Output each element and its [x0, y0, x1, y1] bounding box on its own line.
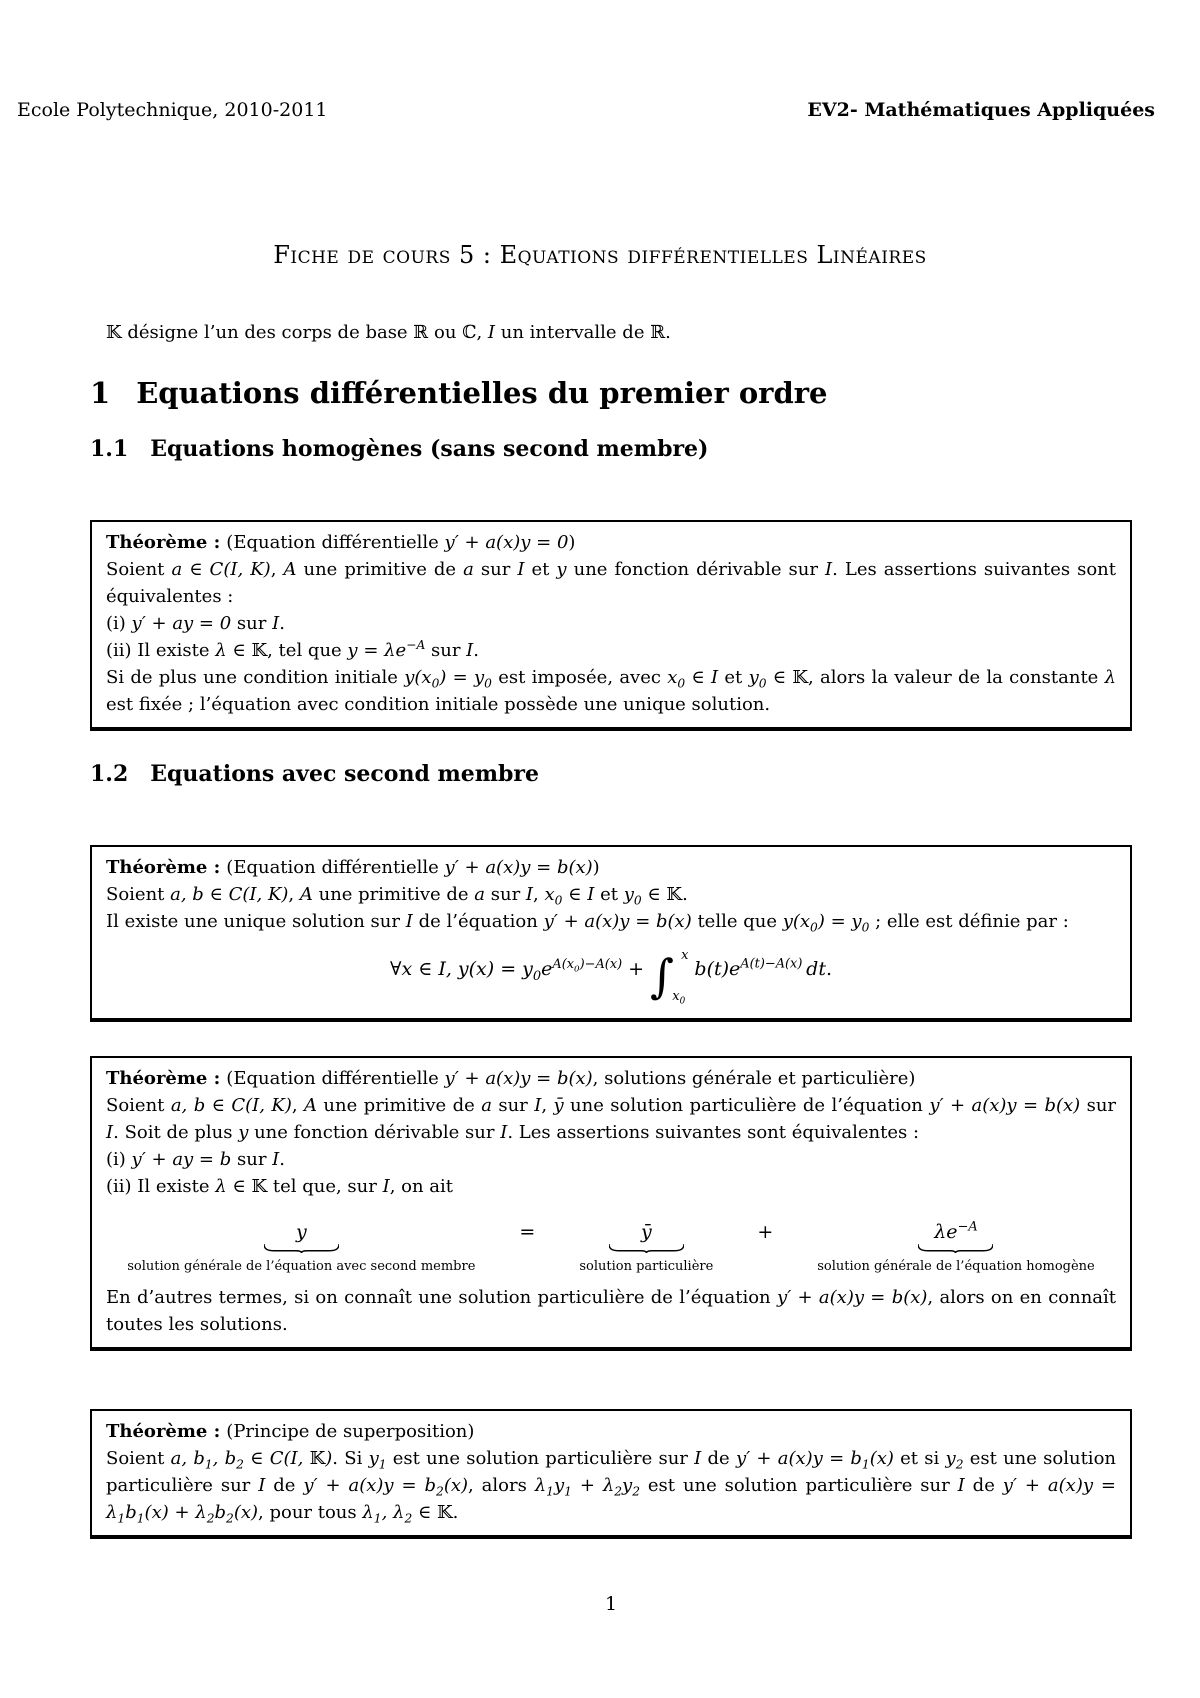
theorem-heading: [106, 854, 1116, 881]
theorem-label: Théorème :: [106, 532, 221, 553]
term-label: solution générale de l’équation avec second membre: [127, 1259, 476, 1274]
plus-operator: +: [757, 1221, 774, 1243]
theorem-heading: [106, 529, 1116, 556]
braced-expression: [609, 1220, 684, 1253]
subsection-number: 1.1: [90, 436, 129, 462]
term-expression: $\lambda e^{-A}$: [934, 1219, 978, 1243]
theorem-paragraph: Si de plus une condition initiale $y(x_0) = y_0$ est imposée, avec $x_0$ ∈ I et $y_0$ ∈ 𝕂, alors la valeur de la constante λ est fixée ; l’équation avec condition initiale possède une unique solution.: [106, 667, 1117, 715]
theorem-item-i: (i) y′ + ay = b sur I.: [106, 1149, 286, 1170]
integral: [650, 948, 693, 1007]
subsection-1-1-heading: [90, 436, 1132, 462]
theorem-paragraph: En d’autres termes, si on connaît une solution particulière de l’équation y′ + a(x)y = b(x), alors on en connaît toutes les solutions.: [106, 1287, 1117, 1335]
integral-limits: [672, 948, 689, 1007]
underbrace-icon: [918, 1244, 993, 1253]
underbrace-icon: [609, 1244, 684, 1253]
theorem-box-superposition: [90, 1409, 1132, 1539]
theorem-heading: [106, 1418, 1116, 1445]
theorem-paragraph: Soient a, $b_1$, $b_2$ ∈ C(I, 𝕂). Si $y_1$ est une solution particulière sur I de $y' + a(x)y = b_1(x)$ et si $y_2$ est une solution particulière sur I de $y' + a(x)y = b_2(x)$, alors $\lambda_1y_1 + \lambda_2y_2$ est une solution particulière sur I de $y' + a(x)y = \lambda_1b_1(x) + \lambda_2b_2(x)$, pour tous $\lambda_1$, $\lambda_2$ ∈ 𝕂.: [106, 1448, 1117, 1526]
theorem-subject: (Principe de superposition): [226, 1421, 475, 1442]
underbrace-equation: [106, 1220, 1116, 1274]
theorem-item-ii: (ii) Il existe λ ∈ 𝕂, tel que $y = \lambda e^{-A}$ sur I.: [106, 638, 480, 661]
theorem-subject: (Equation différentielle y′ + a(x)y = b(x), solutions générale et particulière): [226, 1068, 916, 1089]
theorem-label: Théorème :: [106, 1421, 221, 1442]
term-expression: ȳ: [640, 1221, 652, 1243]
header-course: EV2- Mathématiques Appliquées: [807, 99, 1155, 121]
general-solution-term: [127, 1220, 475, 1274]
particular-solution-term: [579, 1220, 713, 1274]
theorem-paragraph: Il existe une unique solution sur I de l’équation y′ + a(x)y = b(x) telle que $y(x_0) = y_0$ ; elle est définie par :: [106, 911, 1069, 935]
subsection-title: Equations homogènes (sans second membre): [150, 436, 709, 462]
term-expression: y: [295, 1221, 307, 1243]
theorem-heading: [106, 1065, 1116, 1092]
page-number: 1: [604, 1593, 618, 1615]
theorem-label: Théorème :: [106, 857, 221, 878]
homogeneous-solution-term: [817, 1220, 1095, 1274]
subsection-number: 1.2: [90, 761, 129, 787]
braced-expression: [918, 1220, 993, 1253]
page-header: [0, 0, 1200, 124]
theorem-paragraph: Soient a ∈ C(I, K), A une primitive de a sur I et y une fonction dérivable sur I. Les assertions suivantes sont équivalentes :: [106, 559, 1117, 607]
term-label: solution générale de l’équation homogène: [817, 1259, 1095, 1274]
integral-sign: ∫: [650, 949, 675, 1003]
term-label: solution particulière: [579, 1259, 714, 1274]
section-number: 1: [90, 376, 111, 410]
subsection-title: Equations avec second membre: [150, 761, 540, 787]
formula-right-part: $b(t)e^{A(t)-A(x)}$ dt.: [694, 956, 832, 980]
integral-lower-limit: $x_0$: [672, 989, 686, 1007]
formula-left-part: ∀x ∈ I, $y(x) = y_0e^{A(x_0)-A(x)}$ +: [390, 956, 645, 984]
theorem-label: Théorème :: [106, 1068, 221, 1089]
section-title: Equations différentielles du premier ordre: [136, 376, 828, 410]
equals-operator: =: [519, 1221, 536, 1243]
theorem-box-general-particular: [90, 1056, 1132, 1351]
integral-upper-limit: x: [681, 948, 689, 963]
braced-expression: [264, 1220, 339, 1253]
theorem-subject: (Equation différentielle y′ + a(x)y = 0): [226, 532, 576, 553]
document-title: Fiche de cours 5 : Equations différentielles Linéaires: [273, 241, 927, 269]
page-content: [90, 319, 1132, 1618]
solution-formula: [106, 948, 1116, 1007]
underbrace-icon: [264, 1244, 339, 1253]
theorem-paragraph: Soient a, b ∈ C(I, K), A une primitive de a sur I, ȳ une solution particulière de l’équation y′ + a(x)y = b(x) sur I. Soit de plus y une fonction dérivable sur I. Les assertions suivantes sont équivalentes :: [106, 1095, 1117, 1143]
section-1-heading: [90, 376, 1132, 410]
theorem-paragraph: Soient a, b ∈ C(I, K), A une primitive de a sur I, $x_0$ ∈ I et $y_0$ ∈ 𝕂.: [106, 884, 688, 908]
theorem-subject: (Equation différentielle y′ + a(x)y = b(x)): [226, 857, 600, 878]
theorem-item-i: (i) y′ + ay = 0 sur I.: [106, 613, 285, 634]
theorem-box-homogeneous: [90, 520, 1132, 731]
theorem-item-ii: (ii) Il existe λ ∈ 𝕂 tel que, sur I, on ait: [106, 1176, 454, 1197]
intro-paragraph: 𝕂 désigne l’un des corps de base ℝ ou ℂ, I un intervalle de ℝ.: [106, 322, 671, 343]
subsection-1-2-heading: [90, 761, 1132, 787]
theorem-box-second-member: [90, 845, 1132, 1022]
header-institution: Ecole Polytechnique, 2010-2011: [17, 99, 328, 121]
